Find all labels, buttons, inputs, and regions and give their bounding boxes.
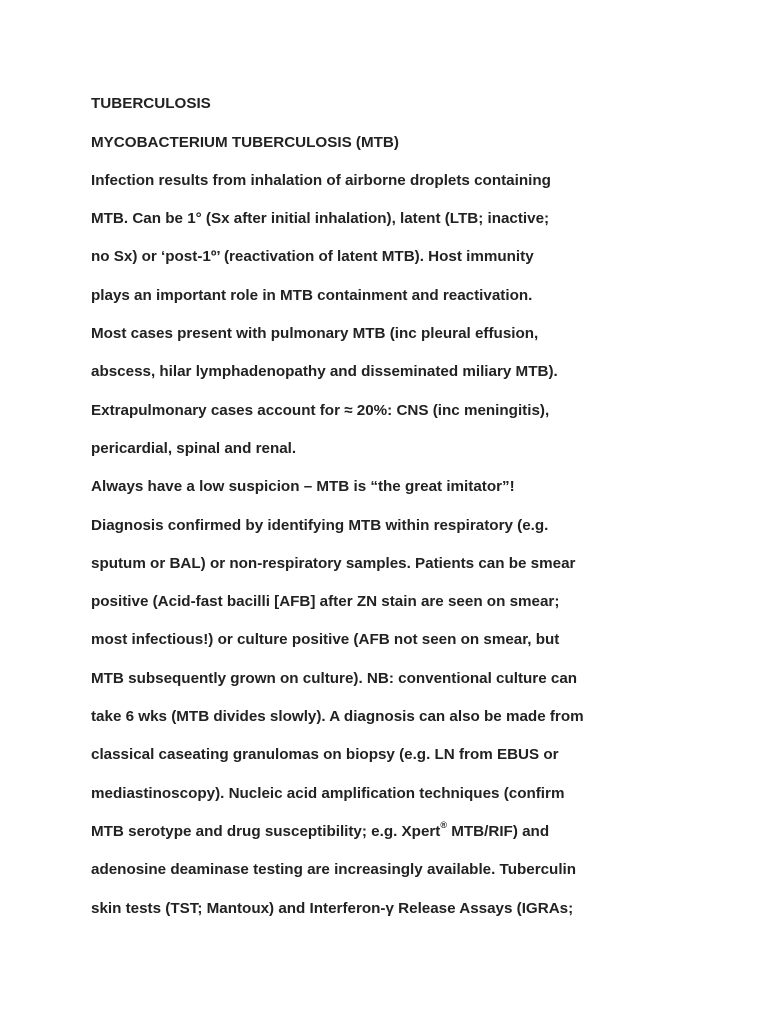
body-line: take 6 wks (MTB divides slowly). A diagnosis can also be made from [91, 708, 584, 725]
body-line: Always have a low suspicion – MTB is “the great imitator”! [91, 478, 515, 495]
body-line: MTB. Can be 1° (Sx after initial inhalation), latent (LTB; inactive; [91, 210, 550, 227]
body-line: pericardial, spinal and renal. [91, 440, 297, 457]
body-line: skin tests (TST; Mantoux) and Interferon-γ Release Assays (IGRAs; [91, 900, 574, 917]
body-line: no Sx) or ‘post-1º’ (reactivation of latent MTB). Host immunity [91, 248, 534, 265]
body-line-text: MTB serotype and drug susceptibility; e.g. Xpert [91, 823, 441, 840]
document-subtitle: MYCOBACTERIUM TUBERCULOSIS (MTB) [91, 134, 399, 151]
body-line: classical caseating granulomas on biopsy (e.g. LN from EBUS or [91, 746, 559, 763]
body-line: Infection results from inhalation of airborne droplets containing [91, 172, 551, 189]
body-line: adenosine deaminase testing are increasingly available. Tuberculin [91, 861, 577, 878]
registered-mark: ® [440, 819, 448, 830]
body-line: plays an important role in MTB containment and reactivation. [91, 287, 533, 304]
body-line: sputum or BAL) or non-respiratory samples. Patients can be smear [91, 555, 576, 572]
body-line-xpert [91, 819, 550, 842]
body-line: abscess, hilar lymphadenopathy and disseminated miliary MTB). [91, 363, 558, 380]
body-line-text: MTB/RIF) and [447, 823, 550, 840]
body-line: MTB subsequently grown on culture). NB: conventional culture can [91, 670, 578, 687]
body-line: positive (Acid-fast bacilli [AFB] after ZN stain are seen on smear; [91, 593, 560, 610]
body-line: mediastinoscopy). Nucleic acid amplification techniques (confirm [91, 785, 565, 802]
body-line: most infectious!) or culture positive (AFB not seen on smear, but [91, 631, 560, 648]
body-line: Most cases present with pulmonary MTB (inc pleural effusion, [91, 325, 539, 342]
body-line: Diagnosis confirmed by identifying MTB within respiratory (e.g. [91, 517, 549, 534]
document-title: TUBERCULOSIS [91, 95, 211, 112]
body-line: Extrapulmonary cases account for ≈ 20%: CNS (inc meningitis), [91, 402, 550, 419]
